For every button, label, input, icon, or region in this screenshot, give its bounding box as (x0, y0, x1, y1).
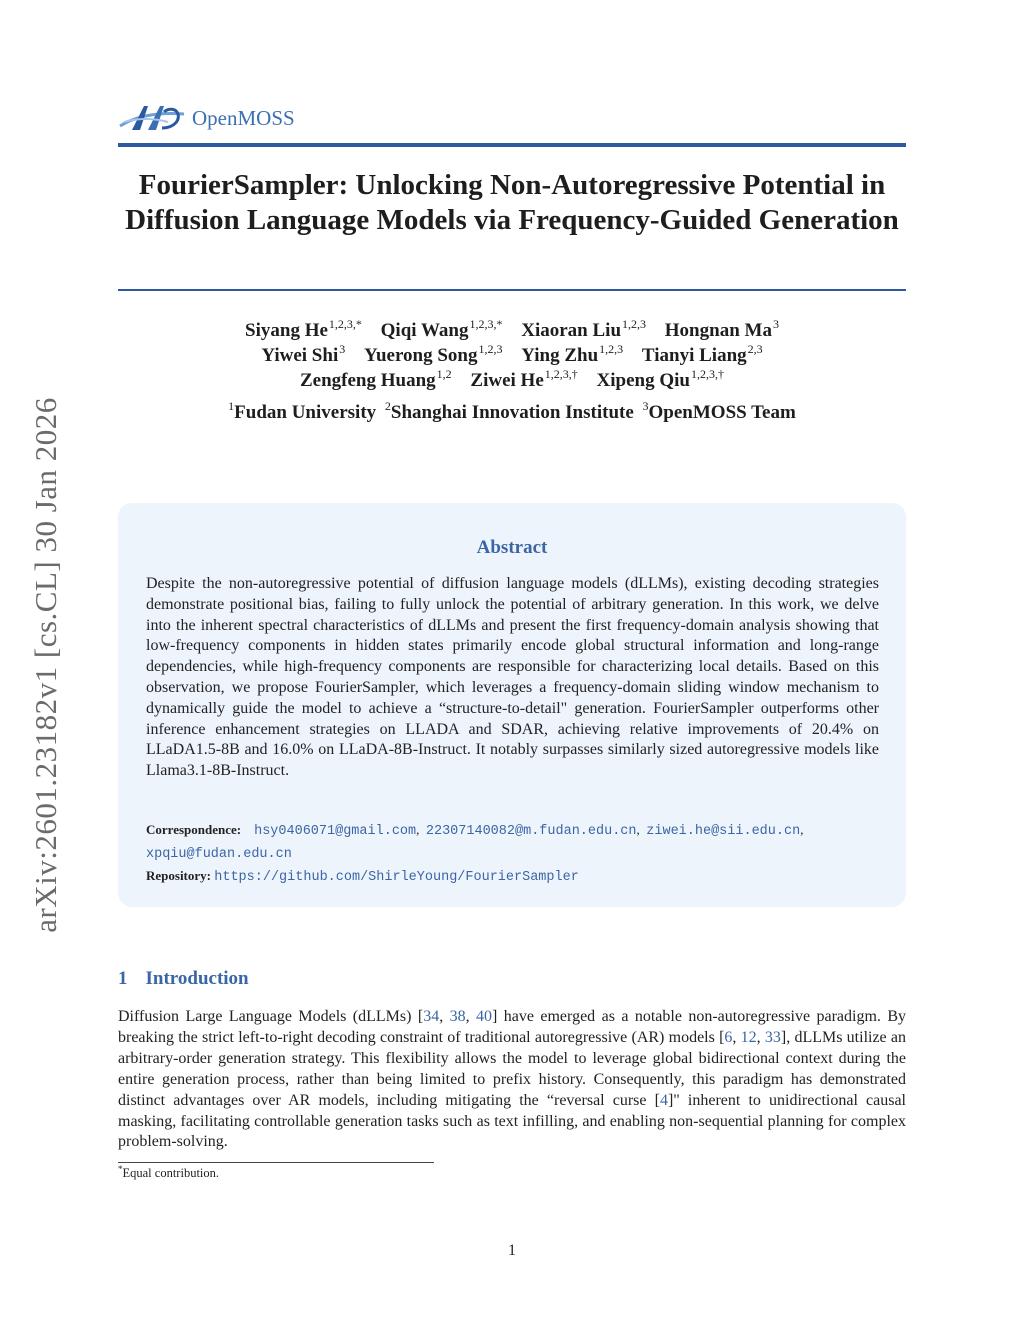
abstract-heading: Abstract (476, 537, 548, 558)
repository-line (146, 865, 886, 888)
footnote-rule (118, 1162, 434, 1163)
arxiv-stamp-text: arXiv:2601.23182v1 [cs.CL] 30 Jan 2026 (28, 397, 64, 933)
author: Yiwei Shi$^3$ (261, 342, 346, 366)
citation-link[interactable]: 4 (659, 1091, 668, 1109)
email-link[interactable]: 22307140082@m.fudan.edu.cn (425, 824, 637, 839)
correspondence-block (146, 819, 886, 888)
author: Tianyi Liang$^{2,3}$ (641, 342, 763, 366)
author: Zengfeng Huang$^{1,2}$ (300, 367, 452, 391)
author: Siyang $He^{1,2,3,*}$ (245, 317, 362, 341)
page-number: 1 (508, 1242, 516, 1259)
author: Hongnan Ma$^3$ (664, 317, 779, 341)
author: Ying Zhu$^{1,2,3}$ (521, 342, 624, 366)
abstract-text: Despite the non-autoregressive potential of diffusion language models (dLLMs), existing decoding strategies demonstrate positional bias, failing to fully unlock the potential of arbitrary generation. In this work, we delve into the inherent spectral characteristics of dLLMs and present the first frequency-domain analysis showing that low-frequency components in hidden states primarily encode global structural information and long-range dependencies, while high-frequency components are responsible for characterizing local details. Based on this observation, we propose FourierSampler, which leverages a frequency-domain sliding window mechanism to dynamically guide the model to achieve a “structure-to-detail" generation. FourierSampler outperforms other inference enhancement strategies on LLADA and SDAR, achieving relative improvements of 20.4% on LLaDA1.5-8B and 16.0% on LLaDA-8B-Instruct. It notably surpasses similarly sized autoregressive models like Llama3.1-8B-Instruct. (146, 575, 879, 780)
correspondence-line: Correspondence: hsy0406071@gmail.com, 22307140082@m.fudan.edu.cn, ziwei.he@sii.edu.cn, xpqiu@fudan.edu.cn (146, 822, 804, 862)
intro-paragraph: Diffusion Large Language Models (dLLMs) [34, 38, 40] have emerged as a notable non-autoregressive paradigm. By breaking the strict left-to-right decoding constraint of traditional autoregressive (AR) models [6, 12, 33], dLLMs utilize an arbitrary-order generation strategy. This flexibility allows the model to leverage global bidirectional context during the entire generation process, rather than being limited to prefix history. Consequently, this paradigm has demonstrated distinct advantages over AR models, including mitigating the “reversal curse [4]" inherent to unidirectional causal masking, facilitating controllable generation tasks such as text infilling, and enabling non-sequential planning for complex problem-solving. (118, 1008, 907, 1151)
email-link[interactable]: ziwei.he@sii.edu.cn (646, 824, 801, 839)
openmoss-logo (118, 100, 295, 136)
author: Yuerong Song$^{1,2,3}$ (363, 342, 503, 366)
section-number: 1 (118, 968, 128, 989)
author-line (118, 318, 906, 343)
logo-text: OpenMOSS (192, 105, 295, 130)
citation-link[interactable]: 33 (764, 1028, 781, 1046)
footnote: *Equal contribution. (118, 1164, 220, 1180)
affiliations (118, 399, 906, 424)
author: Xipeng Qiu$^{1,2,3,\dagger}$ (596, 367, 724, 391)
author-list (118, 318, 906, 393)
email-link[interactable]: hsy0406071@gmail.com (254, 824, 417, 839)
title-rule (118, 289, 906, 291)
arxiv-stamp (26, 375, 66, 955)
author: Ziwei $He^{1,2,3,\dagger}$ (470, 367, 578, 391)
abstract-box (118, 503, 906, 907)
section-heading (118, 968, 249, 990)
repository-link[interactable]: https://github.com/ShirleYoung/FourierSampler (214, 870, 579, 885)
citation-link[interactable]: 40 (476, 1008, 493, 1025)
paper-title: FourierSampler: Unlocking Non-Autoregressive Potential in Diffusion Language Models via Frequency-Guided Generation (125, 169, 899, 236)
affiliation: $^3$OpenMOSS Team (642, 399, 796, 423)
openmoss-logo-icon (118, 102, 186, 134)
author-line (118, 368, 906, 393)
citation-link[interactable]: 38 (449, 1008, 466, 1025)
author-line (118, 343, 906, 368)
affiliation: $^1$Fudan University (228, 399, 377, 423)
citation-link[interactable]: 6 (724, 1028, 733, 1046)
correspondence-label: Correspondence: (146, 822, 242, 837)
author: Xiaoran Liu$^{1,2,3}$ (521, 317, 647, 341)
email-link[interactable]: xpqiu@fudan.edu.cn (146, 847, 292, 862)
citation-link[interactable]: 34 (423, 1008, 440, 1025)
author: Qiqi Wang$^{1,2,3,*}$ (380, 317, 503, 341)
header-rule (118, 143, 906, 147)
section-title: Introduction (145, 968, 249, 989)
repository-label: Repository: (146, 868, 211, 883)
affiliation: $^2$Shanghai Innovation Institute (384, 399, 634, 423)
citation-link[interactable]: 12 (740, 1028, 757, 1046)
